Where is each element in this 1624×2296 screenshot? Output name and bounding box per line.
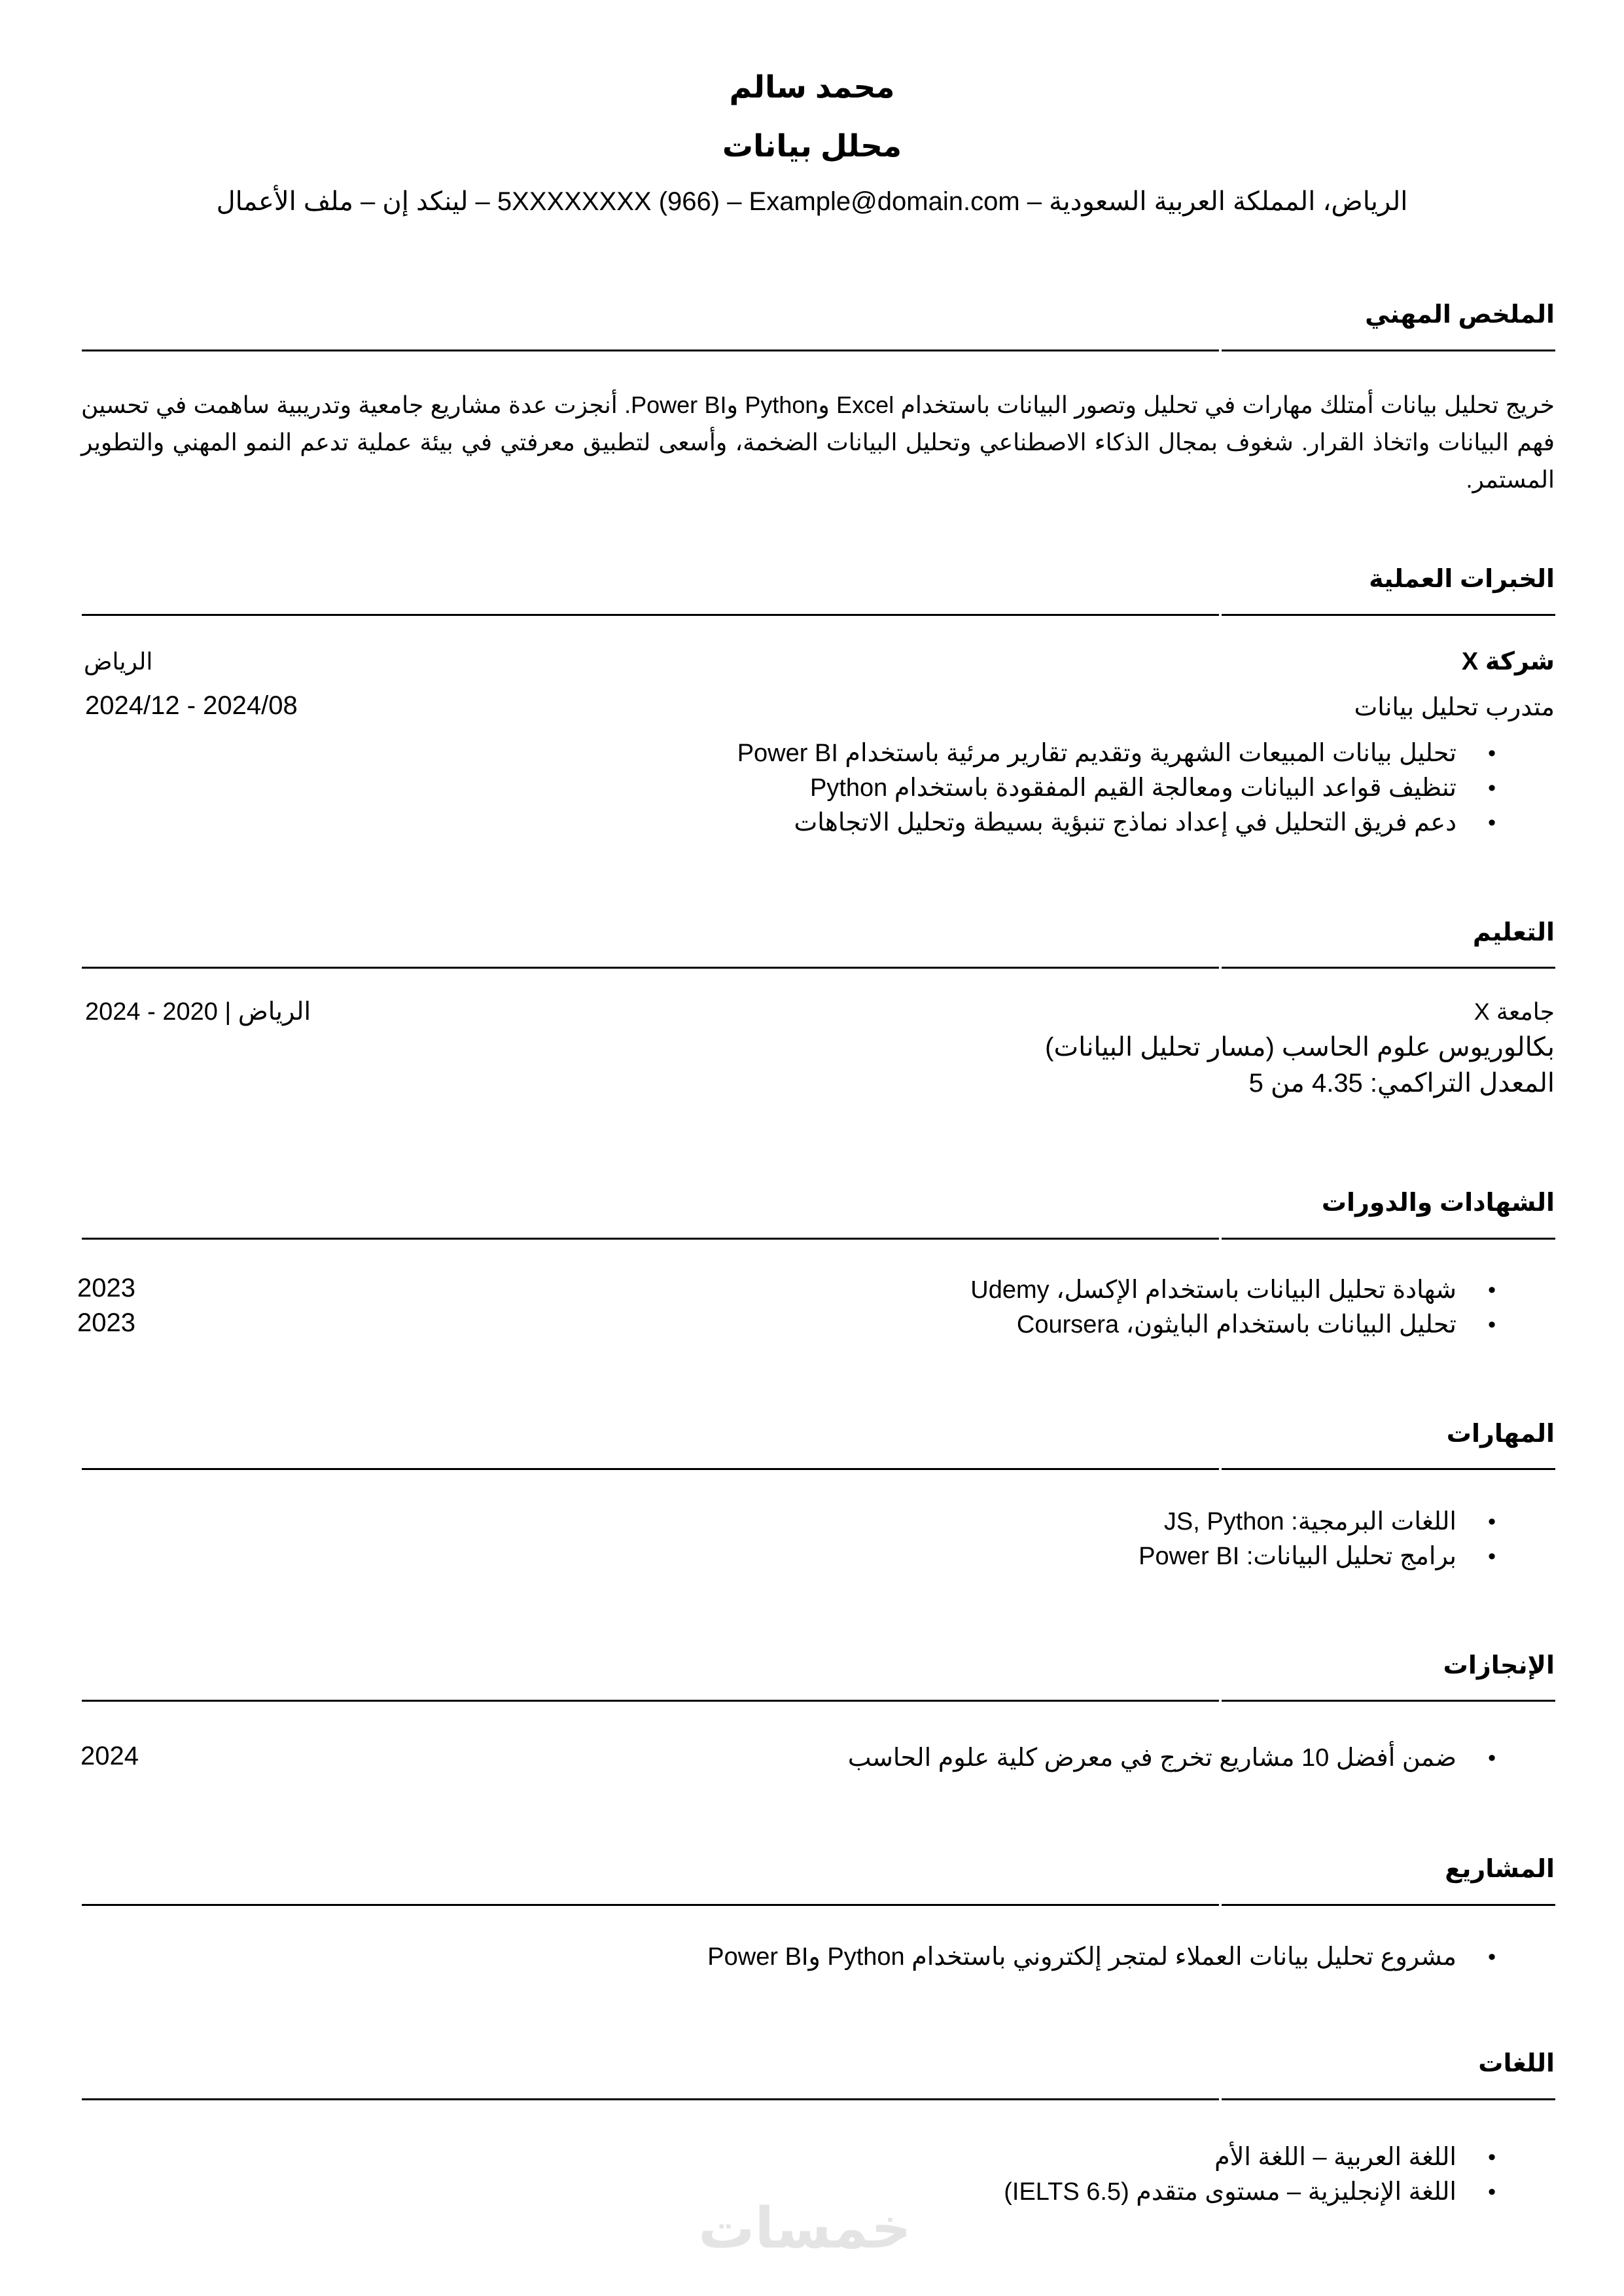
section-heading-skills: المهارات bbox=[1446, 1420, 1555, 1448]
bullet-icon: • bbox=[1488, 776, 1496, 800]
list-item: • تحليل البيانات باستخدام البايثون، Coursera bbox=[970, 1308, 1456, 1342]
job-dates: 2024/12 - 2024/08 bbox=[85, 691, 298, 720]
summary-paragraph: خريج تحليل بيانات أمتلك مهارات في تحليل وتصور البيانات باستخدام Excel وPython وPower BI. أنجزت عدة مشاريع جامعية وتدريبية ساهمت في تحسين فهم البيانات واتخاذ القرار. شغوف بمجال الذكاء الاصطناعي وتحليل البيانات الضخمة، وأسعى لتطبيق معرفتي في بيئة عملية تدعم النمو المهني والتطوير المستمر. bbox=[81, 391, 1555, 493]
degree: بكالوريوس علوم الحاسب (مسار تحليل البيانات) bbox=[1045, 1033, 1555, 1062]
list-item: • تنظيف قواعد البيانات ومعالجة القيم المفقودة باستخدام Python bbox=[737, 771, 1456, 806]
list-item: • اللغات البرمجية: JS, Python bbox=[1139, 1505, 1456, 1539]
list-item: • ضمن أفضل 10 مشاريع تخرج في معرض كلية علوم الحاسب bbox=[848, 1741, 1456, 1776]
section-heading-education: التعليم bbox=[1472, 919, 1555, 946]
candidate-name: محمد سالم bbox=[729, 69, 895, 104]
section-heading-experience: الخبرات العملية bbox=[1369, 565, 1555, 593]
certification-year: 2023 bbox=[77, 1274, 135, 1302]
watermark-logo: خمسات bbox=[698, 2197, 911, 2260]
section-heading-achievements: الإنجازات bbox=[1443, 1652, 1555, 1679]
list-item: • اللغة الإنجليزية – مستوى متقدم (IELTS 6.5) bbox=[1004, 2175, 1456, 2210]
section-heading-languages: اللغات bbox=[1478, 2050, 1555, 2077]
list-item: • اللغة العربية – اللغة الأم bbox=[1004, 2140, 1456, 2175]
projects-list bbox=[707, 1940, 1496, 1975]
bullet-icon: • bbox=[1488, 1945, 1496, 1969]
company-location: الرياض bbox=[84, 648, 153, 675]
gpa: المعدل التراكمي: 4.35 من 5 bbox=[1248, 1069, 1555, 1098]
list-item: • مشروع تحليل بيانات العملاء لمتجر إلكتروني باستخدام Python وPower BI bbox=[707, 1940, 1456, 1975]
section-divider bbox=[82, 1238, 1555, 1240]
education-location-dates: الرياض | 2020 - 2024 bbox=[85, 998, 311, 1026]
languages-list bbox=[1004, 2140, 1496, 2210]
certifications-list bbox=[970, 1273, 1496, 1342]
list-item: • تحليل بيانات المبيعات الشهرية وتقديم تقارير مرئية باستخدام Power BI bbox=[737, 736, 1456, 771]
section-heading-certifications: الشهادات والدورات bbox=[1321, 1189, 1555, 1217]
company-name: شركة X bbox=[1461, 648, 1555, 675]
achievements-list bbox=[847, 1741, 1496, 1776]
bullet-icon: • bbox=[1488, 2145, 1496, 2170]
section-heading-summary: الملخص المهني bbox=[1365, 301, 1555, 329]
contact-line: الرياض، المملكة العربية السعودية – 5XXXXXXXX (966) – Example@domain.com – لينكد إن – ملف الأعمال bbox=[216, 187, 1408, 216]
section-divider bbox=[82, 967, 1555, 969]
bullet-icon: • bbox=[1488, 1509, 1496, 1534]
job-role: متدرب تحليل بيانات bbox=[1354, 694, 1555, 721]
experience-bullets bbox=[737, 736, 1496, 840]
list-item: • شهادة تحليل البيانات باستخدام الإكسل، Udemy bbox=[970, 1273, 1456, 1308]
section-divider bbox=[82, 1904, 1555, 1906]
university-name: جامعة X bbox=[1474, 998, 1555, 1025]
list-item: • دعم فريق التحليل في إعداد نماذج تنبؤية بسيطة وتحليل الاتجاهات bbox=[737, 806, 1456, 840]
list-item: • برامج تحليل البيانات: Power BI bbox=[1139, 1539, 1456, 1574]
section-divider bbox=[82, 350, 1555, 351]
bullet-icon: • bbox=[1488, 1746, 1496, 1770]
certification-year: 2023 bbox=[77, 1308, 135, 1337]
bullet-icon: • bbox=[1488, 1312, 1496, 1337]
achievement-year: 2024 bbox=[80, 1742, 139, 1770]
bullet-icon: • bbox=[1488, 810, 1496, 835]
skills-list bbox=[1139, 1505, 1496, 1574]
section-divider bbox=[82, 1700, 1555, 1702]
bullet-icon: • bbox=[1488, 2179, 1496, 2204]
bullet-icon: • bbox=[1488, 1544, 1496, 1569]
section-divider bbox=[82, 1468, 1555, 1470]
bullet-icon: • bbox=[1488, 741, 1496, 766]
candidate-title: محلل بيانات bbox=[722, 128, 902, 163]
section-divider bbox=[82, 2098, 1555, 2100]
section-heading-projects: المشاريع bbox=[1445, 1856, 1555, 1883]
bullet-icon: • bbox=[1488, 1278, 1496, 1302]
section-divider bbox=[82, 614, 1555, 616]
